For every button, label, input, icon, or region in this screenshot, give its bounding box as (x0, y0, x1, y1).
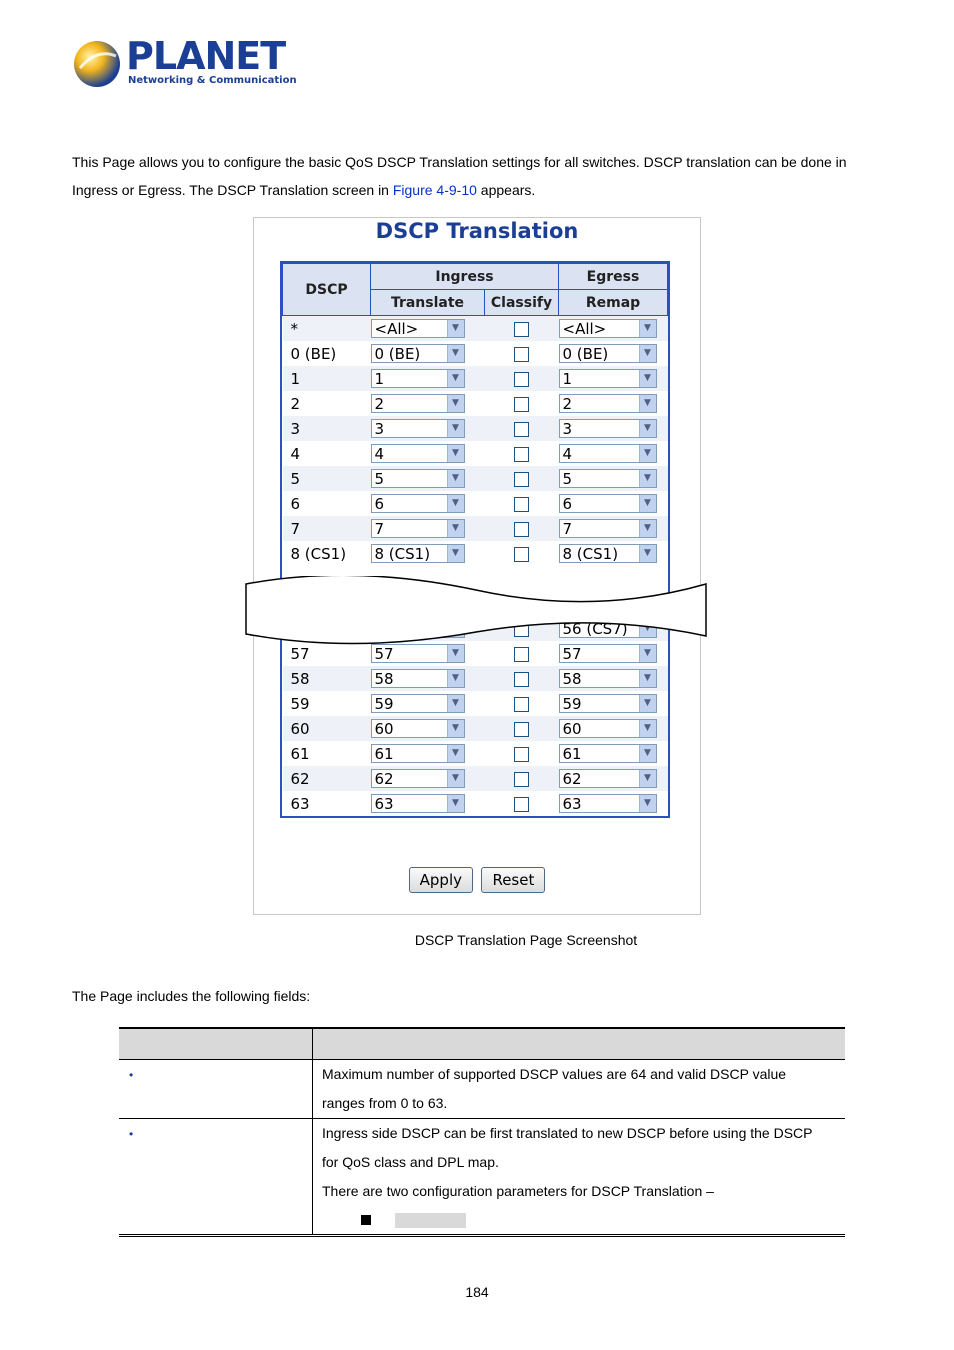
chevron-down-icon[interactable]: ▼ (447, 345, 464, 362)
table-row (119, 1119, 845, 1236)
table-row (283, 516, 668, 541)
remap-value: 61 (562, 745, 582, 763)
translate-select[interactable] (371, 319, 465, 338)
translate-value: 0 (BE) (374, 345, 421, 363)
table-row (283, 691, 668, 716)
classify-checkbox[interactable] (514, 347, 529, 362)
chevron-down-icon[interactable]: ▼ (447, 520, 464, 537)
sub-list-item (313, 1206, 845, 1232)
table-row (119, 1060, 845, 1119)
apply-button[interactable]: Apply (409, 867, 473, 893)
chevron-down-icon[interactable]: ▼ (447, 320, 464, 337)
translate-select[interactable] (371, 644, 465, 663)
chevron-down-icon[interactable]: ▼ (447, 470, 464, 487)
remap-value: 62 (562, 770, 582, 788)
square-bullet-icon (361, 1215, 371, 1225)
table-row (283, 341, 668, 366)
chevron-down-icon[interactable]: ▼ (447, 645, 464, 662)
remap-select[interactable] (559, 344, 657, 363)
chevron-down-icon[interactable]: ▼ (639, 345, 656, 362)
row1-line1: Maximum number of supported DSCP values are 64 and valid DSCP value (322, 1066, 787, 1082)
classify-checkbox[interactable] (514, 497, 529, 512)
chevron-down-icon[interactable]: ▼ (447, 370, 464, 387)
chevron-down-icon[interactable]: ▼ (639, 395, 656, 412)
table-row (283, 766, 668, 791)
table-row (283, 391, 668, 416)
highlight-block (395, 1213, 466, 1228)
remap-select[interactable] (559, 519, 657, 538)
intro-text-end: appears. (476, 182, 536, 198)
globe-icon (72, 38, 122, 90)
figure-caption: DSCP Translation Page Screenshot (414, 932, 638, 948)
remap-value: 58 (562, 670, 582, 688)
translate-select[interactable] (371, 369, 465, 388)
fields-table (119, 1027, 845, 1237)
remap-value: 2 (562, 395, 573, 413)
classify-checkbox[interactable] (514, 397, 529, 412)
chevron-down-icon[interactable]: ▼ (447, 770, 464, 787)
classify-checkbox[interactable] (514, 747, 529, 762)
remap-value: 56 (CS7) (562, 620, 628, 638)
chevron-down-icon[interactable]: ▼ (639, 645, 656, 662)
chevron-down-icon[interactable]: ▼ (447, 445, 464, 462)
dscp-value: 2 (283, 391, 371, 416)
remap-select[interactable] (559, 694, 657, 713)
translate-value: 58 (374, 670, 394, 688)
classify-checkbox[interactable] (514, 472, 529, 487)
remap-select[interactable] (559, 394, 657, 413)
dscp-value: 58 (283, 666, 371, 691)
remap-select[interactable] (559, 769, 657, 788)
remap-select[interactable] (559, 669, 657, 688)
intro-paragraph (72, 148, 882, 204)
translate-value: 2 (374, 395, 385, 413)
bullet-icon: • (129, 1127, 134, 1141)
row2-line1: Ingress side DSCP can be first translated to new DSCP before using the DSCP (322, 1125, 813, 1141)
chevron-down-icon[interactable]: ▼ (639, 720, 656, 737)
dscp-value: * (283, 316, 371, 342)
remap-select[interactable] (559, 369, 657, 388)
row2-line3: There are two configuration parameters for DSCP Translation – (322, 1183, 714, 1199)
translate-value: 59 (374, 695, 394, 713)
dscp-table (282, 263, 668, 816)
translate-value: <All> (374, 320, 419, 338)
translate-select[interactable] (371, 794, 465, 813)
dscp-value: 63 (283, 791, 371, 816)
table-row (283, 541, 668, 566)
table-row (283, 366, 668, 391)
chevron-down-icon[interactable]: ▼ (639, 495, 656, 512)
chevron-down-icon[interactable]: ▼ (639, 420, 656, 437)
table-row (283, 666, 668, 691)
table-row (283, 441, 668, 466)
chevron-down-icon[interactable]: ▼ (639, 670, 656, 687)
header-egress: Egress (559, 264, 668, 290)
classify-checkbox[interactable] (514, 797, 529, 812)
chevron-down-icon[interactable]: ▼ (447, 670, 464, 687)
remap-select[interactable] (559, 644, 657, 663)
classify-checkbox[interactable] (514, 447, 529, 462)
classify-checkbox[interactable] (514, 522, 529, 537)
remap-select[interactable] (559, 444, 657, 463)
chevron-down-icon[interactable]: ▼ (639, 620, 656, 637)
chevron-down-icon[interactable]: ▼ (447, 395, 464, 412)
classify-checkbox[interactable] (514, 647, 529, 662)
dscp-value: 3 (283, 416, 371, 441)
chevron-down-icon[interactable]: ▼ (639, 695, 656, 712)
header-dscp: DSCP (283, 264, 371, 316)
translate-value: 8 (CS1) (374, 545, 431, 563)
translate-select[interactable] (371, 719, 465, 738)
dscp-value: 5 (283, 466, 371, 491)
classify-checkbox[interactable] (514, 697, 529, 712)
screenshot-title: DSCP Translation (375, 219, 579, 243)
translate-select[interactable] (371, 469, 465, 488)
reset-button[interactable]: Reset (481, 867, 545, 893)
figure-link[interactable]: Figure 4-9-10 (392, 182, 477, 198)
dscp-value: 1 (283, 366, 371, 391)
chevron-down-icon[interactable]: ▼ (447, 795, 464, 812)
remap-value: 59 (562, 695, 582, 713)
remap-value: 57 (562, 645, 582, 663)
remap-value: 4 (562, 445, 573, 463)
dscp-value: 8 (CS1) (283, 541, 371, 566)
header-ingress: Ingress (371, 264, 559, 290)
dscp-value: 6 (283, 491, 371, 516)
fields-header-object (119, 1028, 313, 1060)
chevron-down-icon[interactable]: ▼ (447, 420, 464, 437)
translate-select[interactable] (371, 444, 465, 463)
fields-header-description (313, 1028, 846, 1060)
torn-page-break (244, 576, 708, 646)
dscp-table-frame (280, 261, 670, 818)
translate-select[interactable] (371, 494, 465, 513)
chevron-down-icon[interactable]: ▼ (447, 695, 464, 712)
translate-select[interactable] (371, 544, 465, 563)
remap-value: 0 (BE) (562, 345, 609, 363)
translate-select[interactable] (371, 669, 465, 688)
planet-logo (72, 34, 297, 92)
header-translate: Translate (371, 290, 485, 316)
translate-value: 1 (374, 370, 385, 388)
chevron-down-icon[interactable]: ▼ (639, 745, 656, 762)
remap-value: 3 (562, 420, 573, 438)
dscp-value: 57 (283, 641, 371, 666)
dscp-value: 61 (283, 741, 371, 766)
remap-value: 6 (562, 495, 573, 513)
remap-value: 60 (562, 720, 582, 738)
translate-select[interactable] (371, 394, 465, 413)
page-number: 184 (465, 1284, 489, 1300)
translate-select[interactable] (371, 769, 465, 788)
dscp-value: 62 (283, 766, 371, 791)
chevron-down-icon[interactable]: ▼ (447, 745, 464, 762)
header-remap: Remap (559, 290, 668, 316)
chevron-down-icon[interactable]: ▼ (447, 545, 464, 562)
classify-checkbox[interactable] (514, 672, 529, 687)
translate-value: 61 (374, 745, 394, 763)
classify-checkbox[interactable] (514, 722, 529, 737)
translate-value: 63 (374, 795, 394, 813)
remap-select[interactable] (559, 544, 657, 563)
classify-checkbox[interactable] (514, 422, 529, 437)
translate-value: 6 (374, 495, 385, 513)
dscp-value: 60 (283, 716, 371, 741)
row2-line2: for QoS class and DPL map. (322, 1154, 499, 1170)
translate-value: 57 (374, 645, 394, 663)
remap-select[interactable] (559, 319, 657, 338)
fields-intro: The Page includes the following fields: (72, 988, 311, 1004)
translate-select[interactable] (371, 744, 465, 763)
intro-text: This Page allows you to configure the basic QoS DSCP Translation settings for all switches. DSCP translation can be done in Ingress or Egress. The DSCP Translation screen in (72, 154, 847, 198)
logo-wordmark: PLANET (126, 34, 286, 78)
classify-checkbox[interactable] (514, 372, 529, 387)
chevron-down-icon[interactable]: ▼ (447, 495, 464, 512)
dscp-value: 59 (283, 691, 371, 716)
translate-value: 60 (374, 720, 394, 738)
translate-value: 5 (374, 470, 385, 488)
table-row (283, 316, 668, 342)
chevron-down-icon[interactable]: ▼ (639, 445, 656, 462)
translate-select[interactable] (371, 344, 465, 363)
classify-checkbox[interactable] (514, 772, 529, 787)
translate-value: 62 (374, 770, 394, 788)
dscp-value: 4 (283, 441, 371, 466)
remap-value: 1 (562, 370, 573, 388)
table-row (283, 491, 668, 516)
translate-select[interactable] (371, 694, 465, 713)
header-classify: Classify (485, 290, 559, 316)
translate-value: 4 (374, 445, 385, 463)
remap-select[interactable] (559, 469, 657, 488)
remap-value: <All> (562, 320, 607, 338)
dscp-translation-screenshot (253, 217, 701, 915)
table-row (283, 466, 668, 491)
button-bar (254, 867, 700, 893)
chevron-down-icon[interactable]: ▼ (639, 520, 656, 537)
chevron-down-icon[interactable]: ▼ (639, 470, 656, 487)
remap-select[interactable] (559, 494, 657, 513)
table-row (283, 416, 668, 441)
translate-select[interactable] (371, 519, 465, 538)
classify-checkbox[interactable] (514, 322, 529, 337)
classify-checkbox[interactable] (514, 547, 529, 562)
remap-select[interactable] (559, 719, 657, 738)
table-row (283, 791, 668, 816)
bullet-icon: • (129, 1068, 134, 1082)
remap-value: 8 (CS1) (562, 545, 619, 563)
dscp-value: 0 (BE) (283, 341, 371, 366)
remap-value: 7 (562, 520, 573, 538)
chevron-down-icon[interactable]: ▼ (447, 720, 464, 737)
chevron-down-icon[interactable]: ▼ (639, 320, 656, 337)
remap-value: 63 (562, 795, 582, 813)
chevron-down-icon[interactable]: ▼ (639, 795, 656, 812)
chevron-down-icon[interactable]: ▼ (639, 770, 656, 787)
remap-value: 5 (562, 470, 573, 488)
chevron-down-icon[interactable]: ▼ (639, 545, 656, 562)
table-row (283, 716, 668, 741)
table-row (283, 741, 668, 766)
translate-select[interactable] (371, 419, 465, 438)
row1-line2: ranges from 0 to 63. (322, 1095, 448, 1111)
translate-value: 7 (374, 520, 385, 538)
logo-tagline: Networking & Communication (128, 75, 297, 86)
remap-select[interactable] (559, 744, 657, 763)
remap-select[interactable] (559, 794, 657, 813)
dscp-value: 7 (283, 516, 371, 541)
translate-value: 3 (374, 420, 385, 438)
remap-select[interactable] (559, 419, 657, 438)
chevron-down-icon[interactable]: ▼ (639, 370, 656, 387)
